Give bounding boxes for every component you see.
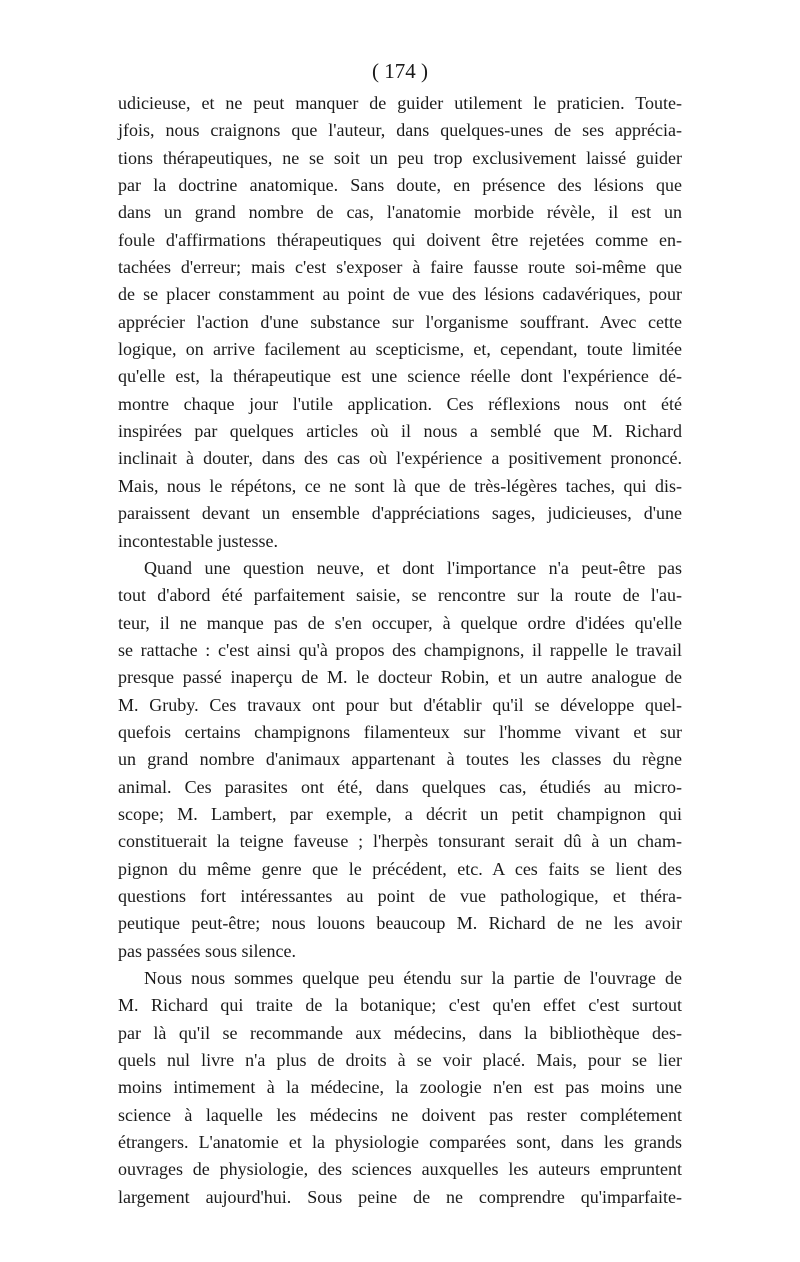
text-line: par la doctrine anatomique. Sans doute, en présence des lésions que — [118, 175, 682, 196]
text-line: science à laquelle les médecins ne doivent pas rester complétement — [118, 1104, 682, 1125]
text-line: montre chaque jour l'utile application. Ces réflexions nous ont été — [118, 393, 682, 414]
text-line: M. Gruby. Ces travaux ont pour but d'établir qu'il se développe quel- — [118, 694, 682, 715]
text-line: moins intimement à la médecine, la zoologie n'en est pas moins une — [118, 1077, 682, 1098]
text-line: un grand nombre d'animaux appartenant à toutes les classes du règne — [118, 749, 682, 770]
paragraph — [118, 965, 682, 1211]
text-line: quels nul livre n'a plus de droits à se voir placé. Mais, pour se lier — [118, 1050, 682, 1071]
text-line: pignon du même genre que le précédent, etc. A ces faits se lient des — [118, 858, 682, 879]
paragraph — [118, 555, 682, 965]
text-line: quefois certains champignons filamenteux sur l'homme vivant et sur — [118, 721, 682, 742]
text-line: pas passées sous silence. — [118, 940, 296, 961]
text-line: inclinait à douter, dans des cas où l'expérience a positivement prononcé. — [118, 448, 682, 469]
text-line: constituerait la teigne faveuse ; l'herpès tonsurant serait dû à un cham- — [118, 831, 682, 852]
text-line: Quand une question neuve, et dont l'importance n'a peut-être pas — [144, 557, 682, 578]
text-line: largement aujourd'hui. Sous peine de ne comprendre qu'imparfaite- — [118, 1186, 682, 1207]
text-line: étrangers. L'anatomie et la physiologie comparées sont, dans les grands — [118, 1132, 682, 1153]
text-line: de se placer constamment au point de vue des lésions cadavériques, pour — [118, 284, 682, 305]
text-line: inspirées par quelques articles où il nous a semblé que M. Richard — [118, 421, 682, 442]
paragraph — [118, 90, 682, 555]
text-line: apprécier l'action d'une substance sur l'organisme souffrant. Avec cette — [118, 311, 682, 332]
body-text — [118, 90, 682, 1211]
text-line: logique, on arrive facilement au scepticisme, et, cependant, toute limitée — [118, 339, 682, 360]
text-line: scope; M. Lambert, par exemple, a décrit un petit champignon qui — [118, 803, 682, 824]
text-line: tout d'abord été parfaitement saisie, se rencontre sur la route de l'au- — [118, 585, 682, 606]
text-line: M. Richard qui traite de la botanique; c'est qu'en effet c'est surtout — [118, 995, 682, 1016]
text-line: se rattache : c'est ainsi qu'à propos des champignons, il rappelle le travail — [118, 639, 682, 660]
text-line: jfois, nous craignons que l'auteur, dans quelques-unes de ses apprécia- — [118, 120, 682, 141]
text-line: presque passé inaperçu de M. le docteur Robin, et un autre analogue de — [118, 667, 682, 688]
text-line: dans un grand nombre de cas, l'anatomie morbide révèle, il est un — [118, 202, 682, 223]
text-line: Mais, nous le répétons, ce ne sont là que de très-légères taches, qui dis- — [118, 475, 682, 496]
text-line: incontestable justesse. — [118, 530, 278, 551]
page-number: ( 174 ) — [372, 59, 428, 83]
text-line: par là qu'il se recommande aux médecins, dans la bibliothèque des- — [118, 1022, 682, 1043]
text-line: qu'elle est, la thérapeutique est une science réelle dont l'expérience dé- — [118, 366, 682, 387]
text-line: ouvrages de physiologie, des sciences auxquelles les auteurs empruntent — [118, 1159, 682, 1180]
text-line: Nous nous sommes quelque peu étendu sur la partie de l'ouvrage de — [144, 968, 682, 988]
text-line: tions thérapeutiques, ne se soit un peu trop exclusivement laissé guider — [118, 147, 682, 168]
text-line: questions fort intéressantes au point de vue pathologique, et théra- — [118, 885, 682, 906]
text-line: animal. Ces parasites ont été, dans quelques cas, étudiés au micro- — [118, 776, 682, 797]
text-line: paraissent devant un ensemble d'appréciations sages, judicieuses, d'une — [118, 503, 682, 524]
text-line: peutique peut-être; nous louons beaucoup M. Richard de ne les avoir — [118, 913, 682, 934]
text-line: teur, il ne manque pas de s'en occuper, à quelque ordre d'idées qu'elle — [118, 612, 682, 633]
text-line: udicieuse, et ne peut manquer de guider utilement le praticien. Toute- — [118, 93, 682, 113]
text-line: foule d'affirmations thérapeutiques qui doivent être rejetées comme en- — [118, 229, 682, 250]
text-line: tachées d'erreur; mais c'est s'exposer à faire fausse route soi-même que — [118, 257, 682, 278]
